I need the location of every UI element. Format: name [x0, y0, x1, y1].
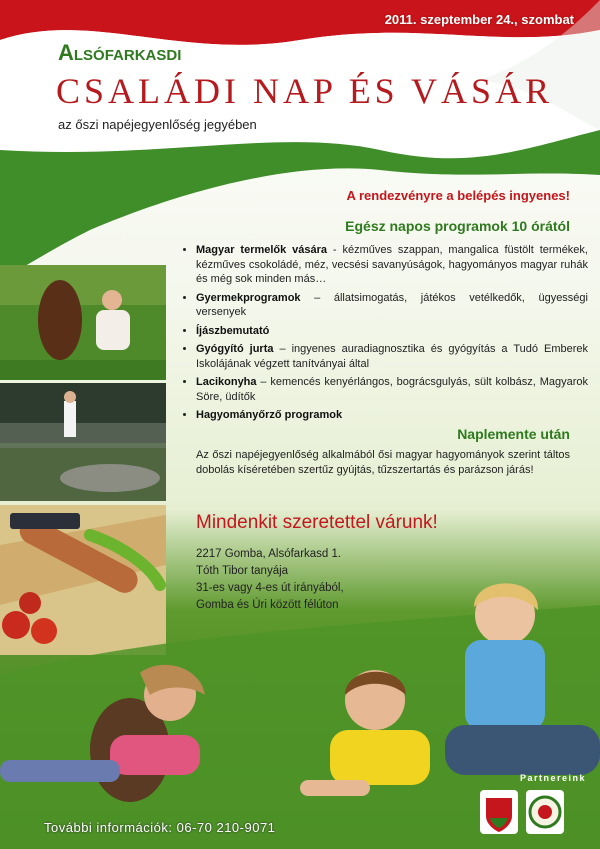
program-title: Íjászbemutató: [196, 324, 270, 337]
fire-walk-photo: [0, 383, 166, 501]
event-date: 2011. szeptember 24., szombat: [384, 12, 574, 27]
place-name: Alsófarkasdi: [58, 40, 182, 65]
welcome-message: Mindenkit szeretettel várunk!: [196, 512, 438, 533]
address-line: Gomba és Úri között félúton: [196, 599, 339, 611]
subtitle: az őszi napéjegyenlőség jegyében: [58, 117, 257, 132]
program-desc: – állatsimogatás, játékos vetélkedők, ügyességi versenyek: [196, 291, 588, 318]
list-item: [196, 375, 588, 404]
list-item: [196, 291, 588, 320]
program-title: Magyar termelők vására: [196, 244, 328, 256]
partners-label: Partnereink: [519, 773, 586, 783]
list-item: [196, 342, 588, 371]
program-title: Hagyományőrző programok: [196, 409, 343, 421]
list-item: [196, 408, 588, 423]
program-desc: - kézműves szappan, mangalica füstölt termékek, kézműves csokoládé, méz, vecsési savanyúságok, hagyományos magyar ruhák és még sok minden más…: [196, 244, 588, 285]
entry-note: A rendezvényre a belépés ingyenes!: [346, 188, 570, 203]
program-desc: – kemencés kenyérlángos, bográcsgulyás, sült kolbász, Magyarok Söre, üdítők: [196, 376, 588, 403]
address-line: 31-es vagy 4-es út irányából,: [196, 582, 344, 594]
horse-photo: [0, 265, 166, 380]
sunset-text: Az őszi napéjegyenlőség alkalmából ősi magyar hagyományok szerint táltos dobolás kíséretében szertűz gyújtás, tűzszertartás és parázson járás!: [196, 449, 570, 476]
program-desc: – ingyenes auradiagnosztika és gyógyítás a Tudó Emberek Iskolájának végzett tanítványai által: [196, 343, 588, 370]
program-title: Gyermekprogramok: [196, 291, 301, 304]
partner-logo-2: [526, 790, 564, 834]
list-item: [196, 324, 588, 339]
contact-info: További információk: 06-70 210-9071: [44, 820, 276, 835]
program-title: Lacikonyha: [196, 376, 257, 388]
partner-logo-1: [480, 790, 518, 834]
program-list: [178, 243, 588, 427]
programs-heading: Egész napos programok 10 órától: [345, 218, 570, 234]
sunset-heading: Naplemente után: [457, 426, 570, 442]
address-line: Tóth Tibor tanyája: [196, 565, 289, 577]
page-title: CSALÁDI NAP ÉS VÁSÁR: [56, 71, 554, 111]
list-item: [196, 243, 588, 287]
program-title: Gyógyító jurta: [196, 343, 274, 355]
address-line: 2217 Gomba, Alsófarkasd 1.: [196, 548, 342, 560]
